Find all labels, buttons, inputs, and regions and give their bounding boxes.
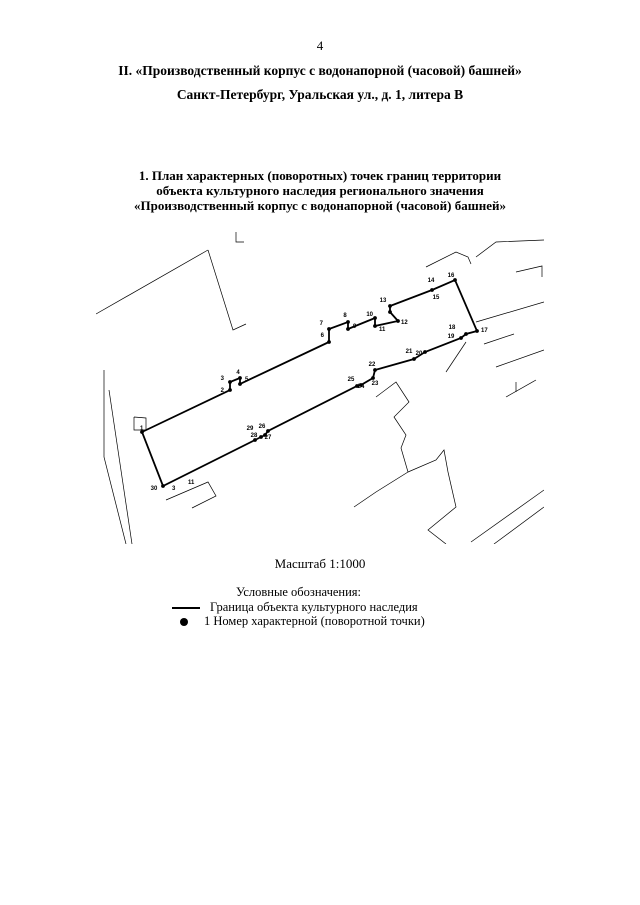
turning-points: [140, 278, 479, 488]
background-line: [354, 382, 409, 507]
map-annotation-label: 11: [188, 480, 195, 486]
scale-label: Масштаб 1:1000: [274, 556, 366, 571]
boundary-line-symbol: [172, 607, 200, 609]
heritage-boundary: [142, 280, 477, 486]
extra-labels: [172, 480, 195, 492]
turning-point-8: [346, 320, 350, 324]
address-heading: Санкт-Петербург, Уральская ул., д. 1, литера В: [176, 87, 464, 102]
turning-point-label-17: 17: [481, 328, 488, 334]
turning-point-26: [266, 429, 270, 433]
legend-point-row: [172, 614, 425, 629]
turning-point-label-15: 15: [432, 295, 440, 301]
legend-point-number: 1: [204, 614, 211, 628]
background-line: [408, 450, 456, 544]
background-line: [104, 370, 126, 544]
legend-point-label: Номер характерной (поворотной точки): [213, 614, 425, 628]
background-line: [506, 380, 536, 397]
background-line: [476, 240, 544, 257]
turning-point-label-8: 8: [343, 313, 347, 319]
legend-boundary-row: [172, 600, 418, 615]
turning-point-label-19: 19: [447, 334, 455, 340]
background-line: [96, 250, 208, 314]
plan-title-line: объекта культурного наследия регионального значения: [156, 183, 484, 198]
turning-point-label-14: 14: [427, 278, 435, 284]
turning-point-label-28: 28: [250, 433, 258, 439]
turning-point-13: [388, 310, 392, 314]
turning-point-label-6: 6: [320, 333, 324, 339]
turning-point-label-21: 21: [405, 349, 413, 355]
turning-point-22: [373, 368, 377, 372]
turning-point-18: [464, 332, 468, 336]
turning-point-label-10: 10: [366, 312, 373, 318]
background-line: [484, 334, 514, 344]
turning-point-label-27: 27: [264, 435, 272, 441]
boundary-line: [142, 280, 477, 486]
turning-point-2: [228, 388, 232, 392]
surrounding-buildings: [96, 232, 544, 544]
turning-point-label-24: 24: [357, 384, 365, 390]
legend-boundary-label: Граница объекта культурного наследия: [210, 600, 418, 614]
turning-point-label-30: 30: [150, 486, 158, 492]
turning-point-label-29: 29: [246, 426, 254, 432]
turning-point-3: [228, 380, 232, 384]
document-heading: II. «Производственный корпус с водонапорной (часовой) башней»: [118, 63, 522, 78]
turning-point-7: [327, 327, 331, 331]
turning-point-labels: [140, 273, 488, 492]
turning-point-5: [238, 382, 242, 386]
turning-point-label-12: 12: [401, 320, 408, 326]
turning-point-label-16: 16: [447, 273, 455, 279]
page-number: 4: [316, 38, 324, 53]
turning-point-label-9: 9: [353, 324, 357, 330]
turning-point-label-3: 3: [220, 376, 224, 382]
turning-point-label-13: 13: [379, 298, 387, 304]
background-line: [476, 302, 544, 322]
turning-point-label-25: 25: [347, 377, 355, 383]
turning-point-label-7: 7: [319, 321, 323, 327]
turning-point-label-23: 23: [371, 381, 379, 387]
turning-point-label-18: 18: [448, 325, 456, 331]
background-line: [236, 232, 244, 242]
plan-title: [0, 168, 640, 213]
turning-point-label-4: 4: [236, 370, 240, 376]
turning-point-30: [161, 484, 165, 488]
turning-point-label-1: 1: [140, 426, 144, 432]
background-line: [516, 266, 542, 277]
background-line: [496, 350, 544, 367]
turning-point-14: [388, 304, 392, 308]
background-line: [494, 507, 544, 544]
turning-point-label-5: 5: [245, 377, 249, 383]
turning-point-19: [459, 336, 463, 340]
turning-point-label-20: 20: [415, 351, 423, 357]
turning-point-6: [327, 340, 331, 344]
turning-point-10: [373, 316, 377, 320]
turning-point-label-22: 22: [368, 362, 376, 368]
turning-point-label-2: 2: [220, 388, 224, 394]
point-dot-symbol: [180, 618, 188, 626]
turning-point-23: [371, 376, 375, 380]
legend-title: Условные обозначения:: [236, 585, 362, 599]
site-plan-svg: [96, 232, 544, 544]
background-line: [208, 250, 246, 330]
turning-point-20: [423, 350, 427, 354]
turning-point-11: [373, 324, 377, 328]
turning-point-21: [412, 357, 416, 361]
site-plan-map: [96, 232, 544, 544]
turning-point-label-11: 11: [379, 327, 386, 333]
background-line: [446, 342, 466, 372]
turning-point-15: [430, 288, 434, 292]
turning-point-4: [238, 376, 242, 380]
turning-point-label-26: 26: [258, 424, 266, 430]
map-annotation-label: 3: [172, 486, 176, 492]
background-line: [426, 252, 471, 267]
turning-point-9: [346, 327, 350, 331]
turning-point-12: [396, 319, 400, 323]
turning-point-17: [475, 329, 479, 333]
turning-point-28: [259, 435, 263, 439]
plan-title-line: «Производственный корпус с водонапорной (часовой) башней»: [134, 198, 506, 213]
plan-title-line: 1. План характерных (поворотных) точек границ территории: [138, 168, 502, 183]
